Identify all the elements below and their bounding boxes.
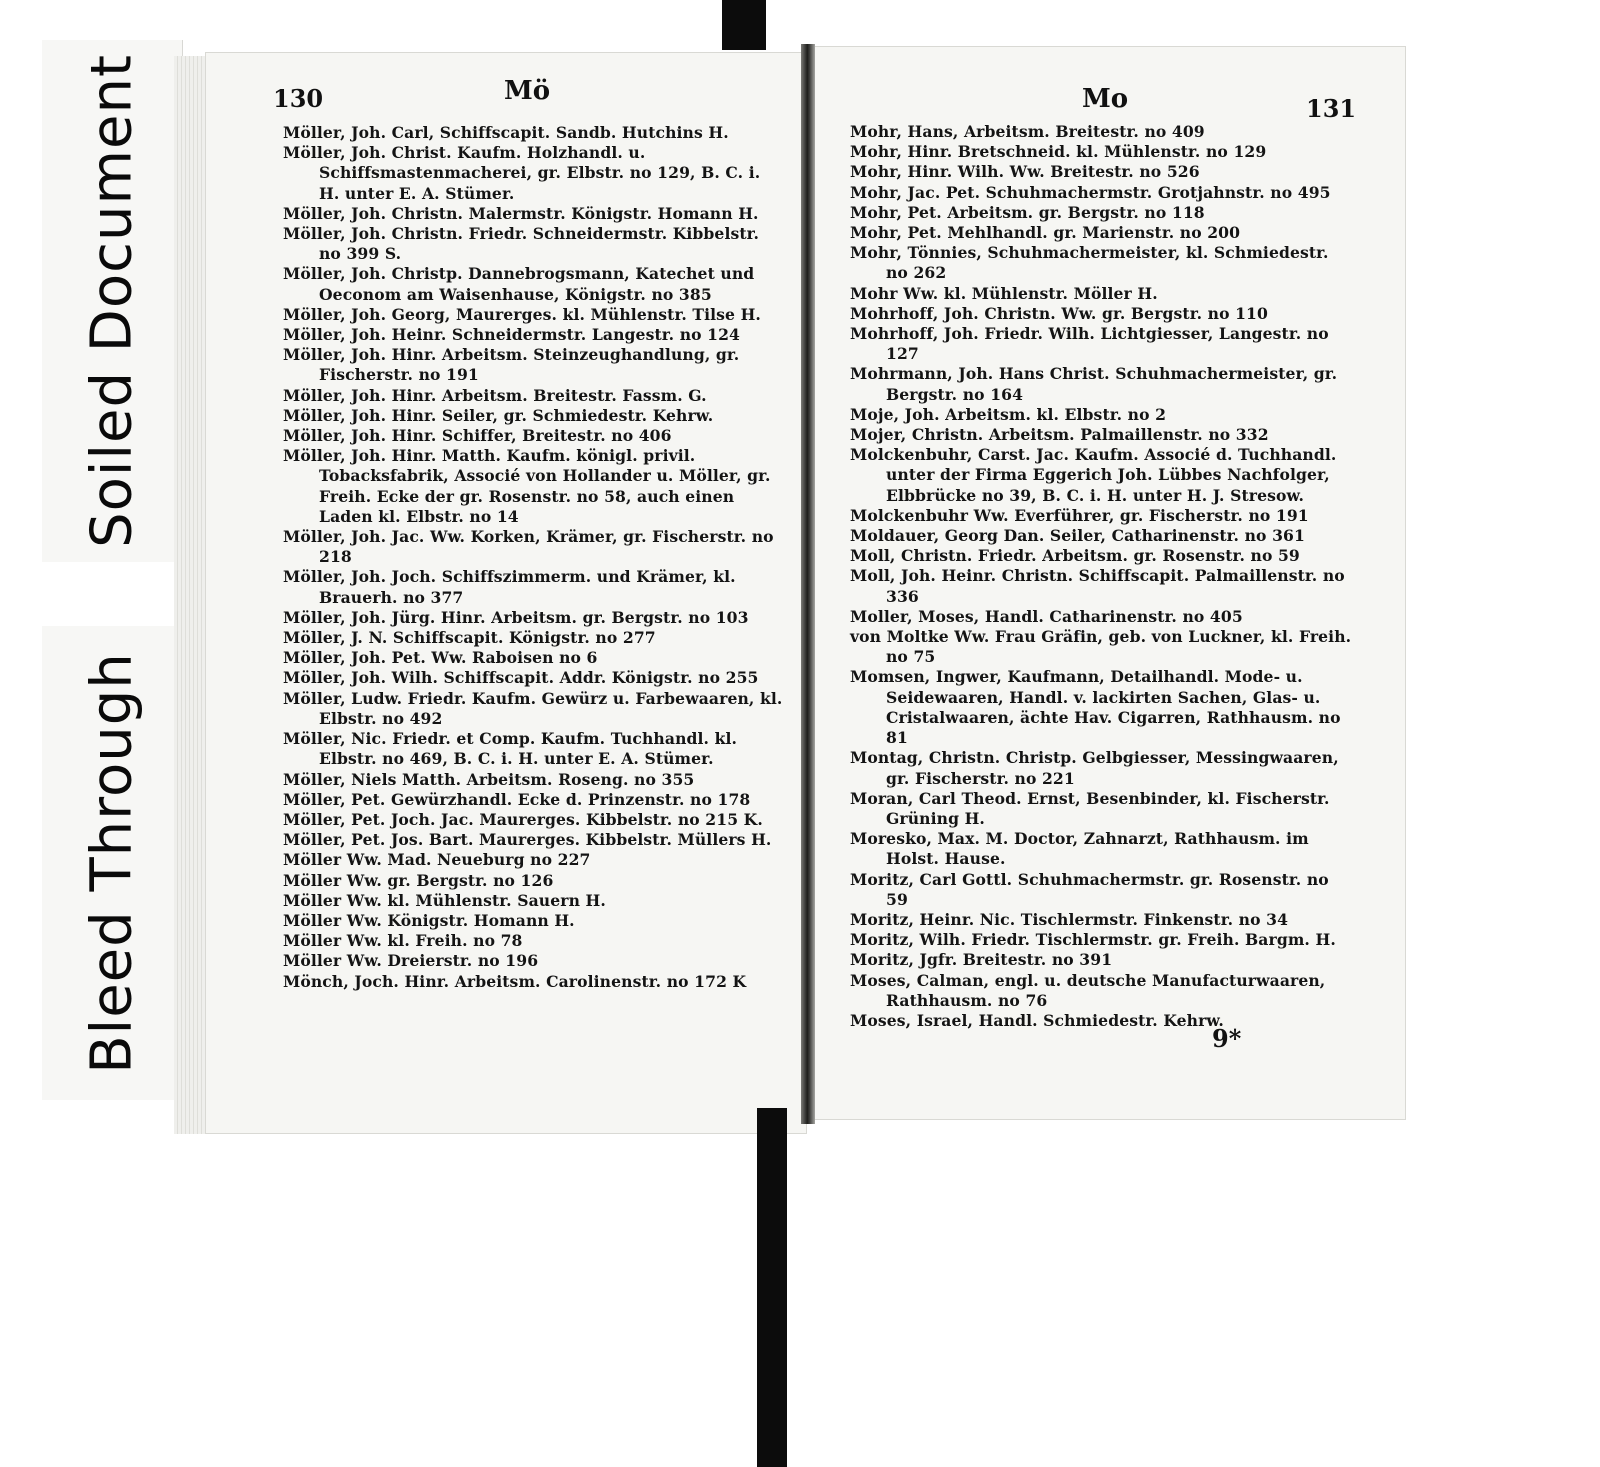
directory-entry: Moses, Israel, Handl. Schmiedestr. Kehrw.: [850, 1010, 1224, 1030]
directory-entry: Möller, Joh. Carl, Schiffscapit. Sandb. Hutchins H.: [283, 123, 729, 142]
directory-entry: Möller, Joh. Christ. Kaufm. Holzhandl. u. Schiffsmastenmacherei, gr. Elbstr. no 129, B. C. i. H. unter E. A. Stümer.: [283, 143, 761, 203]
directory-entry: Möller Ww. gr. Bergstr. no 126: [283, 870, 554, 890]
directory-entry: Möller, Joh. Hinr. Schiffer, Breitestr. no 406: [283, 426, 672, 446]
directory-entry: Moritz, Jgfr. Breitestr. no 391: [850, 950, 1113, 970]
bookmark-ribbon-bottom: [757, 1108, 787, 1467]
directory-entry: Molckenbuhr, Carst. Jac. Kaufm. Associé d. Tuchhandl. unter der Firma Eggerich Joh. Lübbes Nachfolger, Elbbrücke no 39, B. C. i. H. unter H. J. Stresow.: [850, 445, 1337, 505]
directory-entry: Moller, Moses, Handl. Catharinenstr. no 405: [850, 606, 1243, 626]
left-directory-list: [283, 123, 783, 992]
directory-entry: Möller, Joh. Christn. Malermstr. Königstr. Homann H.: [283, 203, 759, 223]
directory-entry: Moll, Christn. Friedr. Arbeitsm. gr. Rosenstr. no 59: [850, 546, 1300, 566]
directory-entry: Mohr, Hinr. Wilh. Ww. Breitestr. no 526: [850, 162, 1200, 182]
soiled-document-label: Soiled Document: [79, 54, 145, 548]
directory-entry: Möller Ww. kl. Mühlenstr. Sauern H.: [283, 890, 606, 910]
directory-entry: Moritz, Heinr. Nic. Tischlermstr. Finkenstr. no 34: [850, 909, 1289, 929]
directory-entry: Moran, Carl Theod. Ernst, Besenbinder, kl. Fischerstr. Grüning H.: [850, 788, 1330, 828]
directory-entry: Möller, Joh. Joch. Schiffszimmerm. und Krämer, kl. Brauerh. no 377: [283, 567, 736, 607]
left-page-number: 130: [273, 84, 324, 113]
directory-entry: Mohr, Hinr. Bretschneid. kl. Mühlenstr. no 129: [850, 142, 1267, 162]
directory-entry: Möller, Joh. Pet. Ww. Raboisen no 6: [283, 648, 598, 668]
directory-entry: Moritz, Carl Gottl. Schuhmachermstr. gr. Rosenstr. no 59: [850, 869, 1329, 909]
directory-entry: Möller, Pet. Jos. Bart. Maurerges. Kibbelstr. Müllers H.: [283, 830, 772, 850]
directory-entry: Möller Ww. Königstr. Homann H.: [283, 910, 575, 930]
directory-entry: Mönch, Joch. Hinr. Arbeitsm. Carolinenstr. no 172 K: [283, 971, 747, 991]
directory-entry: Mohr, Pet. Mehlhandl. gr. Marienstr. no 200: [850, 223, 1241, 243]
directory-entry: Möller, Niels Matth. Arbeitsm. Roseng. no 355: [283, 769, 695, 789]
directory-entry: Möller, Joh. Christn. Friedr. Schneidermstr. Kibbelstr. no 399 S.: [283, 224, 760, 264]
directory-entry: Möller, Joh. Hinr. Seiler, gr. Schmiedestr. Kehrw.: [283, 405, 714, 425]
directory-entry: Mohrmann, Joh. Hans Christ. Schuhmachermeister, gr. Bergstr. no 164: [850, 364, 1338, 404]
directory-entry: Molckenbuhr Ww. Everführer, gr. Fischerstr. no 191: [850, 505, 1309, 525]
directory-entry: Moll, Joh. Heinr. Christn. Schiffscapit. Palmaillenstr. no 336: [850, 566, 1345, 606]
directory-entry: Möller, Nic. Friedr. et Comp. Kaufm. Tuchhandl. kl. Elbstr. no 469, B. C. i. H. unter E. A. Stümer.: [283, 729, 738, 769]
directory-entry: Momsen, Ingwer, Kaufmann, Detailhandl. Mode- u. Seidewaaren, Handl. v. lackirten Sachen, Glas- u. Cristalwaaren, ächte Hav. Cigarren, Rathhausm. no 81: [850, 667, 1341, 748]
directory-entry: Möller, Joh. Christp. Dannebrogsmann, Katechet und Oeconom am Waisenhause, Königstr. no 385: [283, 264, 755, 304]
directory-entry: Möller, Joh. Jac. Ww. Korken, Krämer, gr. Fischerstr. no 218: [283, 527, 774, 567]
right-directory-list: [850, 122, 1352, 1031]
book-gutter: [801, 44, 815, 1124]
directory-entry: Moses, Calman, engl. u. deutsche Manufacturwaaren, Rathhausm. no 76: [850, 970, 1326, 1010]
directory-entry: Möller, Joh. Hinr. Matth. Kaufm. königl. privil. Tobacksfabrik, Associé von Hollander u. Möller, gr. Freih. Ecke der gr. Rosenstr. no 58, auch einen Laden kl. Elbstr. no 14: [283, 446, 771, 526]
directory-entry: Möller Ww. kl. Freih. no 78: [283, 931, 523, 951]
directory-entry: Möller Ww. Dreierstr. no 196: [283, 951, 539, 971]
directory-entry: Möller, Joh. Georg, Maurerges. kl. Mühlenstr. Tilse H.: [283, 304, 761, 324]
directory-entry: Mohr, Pet. Arbeitsm. gr. Bergstr. no 118: [850, 202, 1205, 222]
directory-entry: Mohrhoff, Joh. Friedr. Wilh. Lichtgiesser, Langestr. no 127: [850, 324, 1329, 364]
directory-entry: Möller, Ludw. Friedr. Kaufm. Gewürz u. Farbewaaren, kl. Elbstr. no 492: [283, 688, 783, 728]
page-edges: [174, 56, 208, 1134]
directory-entry: Mohrhoff, Joh. Christn. Ww. gr. Bergstr. no 110: [850, 303, 1268, 323]
bleed-through-notice: [42, 626, 183, 1100]
directory-entry: Moldauer, Georg Dan. Seiler, Catharinenstr. no 361: [850, 526, 1305, 546]
soiled-document-notice: [42, 40, 183, 562]
directory-entry: Montag, Christn. Christp. Gelbgiesser, Messingwaaren, gr. Fischerstr. no 221: [850, 748, 1339, 788]
directory-entry: Mohr, Tönnies, Schuhmachermeister, kl. Schmiedestr. no 262: [850, 243, 1329, 283]
directory-entry: Mojer, Christn. Arbeitsm. Palmaillenstr. no 332: [850, 425, 1269, 445]
directory-entry: Möller, Joh. Jürg. Hinr. Arbeitsm. gr. Bergstr. no 103: [283, 607, 749, 627]
directory-entry: Möller Ww. Mad. Neueburg no 227: [283, 850, 591, 870]
directory-entry: Möller, Pet. Joch. Jac. Maurerges. Kibbelstr. no 215 K.: [283, 809, 763, 829]
left-running-head: Mö: [504, 76, 551, 106]
directory-entry: Möller, J. N. Schiffscapit. Königstr. no 277: [283, 628, 656, 648]
directory-entry: Moresko, Max. M. Doctor, Zahnarzt, Rathhausm. im Holst. Hause.: [850, 829, 1309, 869]
directory-entry: Mohr Ww. kl. Mühlenstr. Möller H.: [850, 283, 1158, 303]
right-page-number: 131: [1306, 94, 1357, 123]
bookmark-ribbon-top: [722, 0, 766, 50]
right-running-head: Mo: [1082, 84, 1129, 114]
directory-entry: Möller, Joh. Wilh. Schiffscapit. Addr. Königstr. no 255: [283, 668, 759, 688]
directory-entry: Möller, Joh. Hinr. Arbeitsm. Breitestr. Fassm. G.: [283, 385, 707, 405]
directory-entry: Möller, Pet. Gewürzhandl. Ecke d. Prinzenstr. no 178: [283, 789, 751, 809]
directory-entry: Möller, Joh. Heinr. Schneidermstr. Langestr. no 124: [283, 325, 741, 345]
directory-entry: Mohr, Hans, Arbeitsm. Breitestr. no 409: [850, 122, 1205, 141]
directory-entry: Möller, Joh. Hinr. Arbeitsm. Steinzeughandlung, gr. Fischerstr. no 191: [283, 345, 740, 385]
directory-entry: von Moltke Ww. Frau Gräfin, geb. von Luckner, kl. Freih. no 75: [850, 627, 1352, 667]
signature-mark: 9*: [1212, 1024, 1242, 1053]
bleed-through-label: Bleed Through: [79, 652, 145, 1074]
directory-entry: Moje, Joh. Arbeitsm. kl. Elbstr. no 2: [850, 404, 1167, 424]
directory-entry: Mohr, Jac. Pet. Schuhmachermstr. Grotjahnstr. no 495: [850, 182, 1331, 202]
directory-entry: Moritz, Wilh. Friedr. Tischlermstr. gr. Freih. Bargm. H.: [850, 930, 1336, 950]
